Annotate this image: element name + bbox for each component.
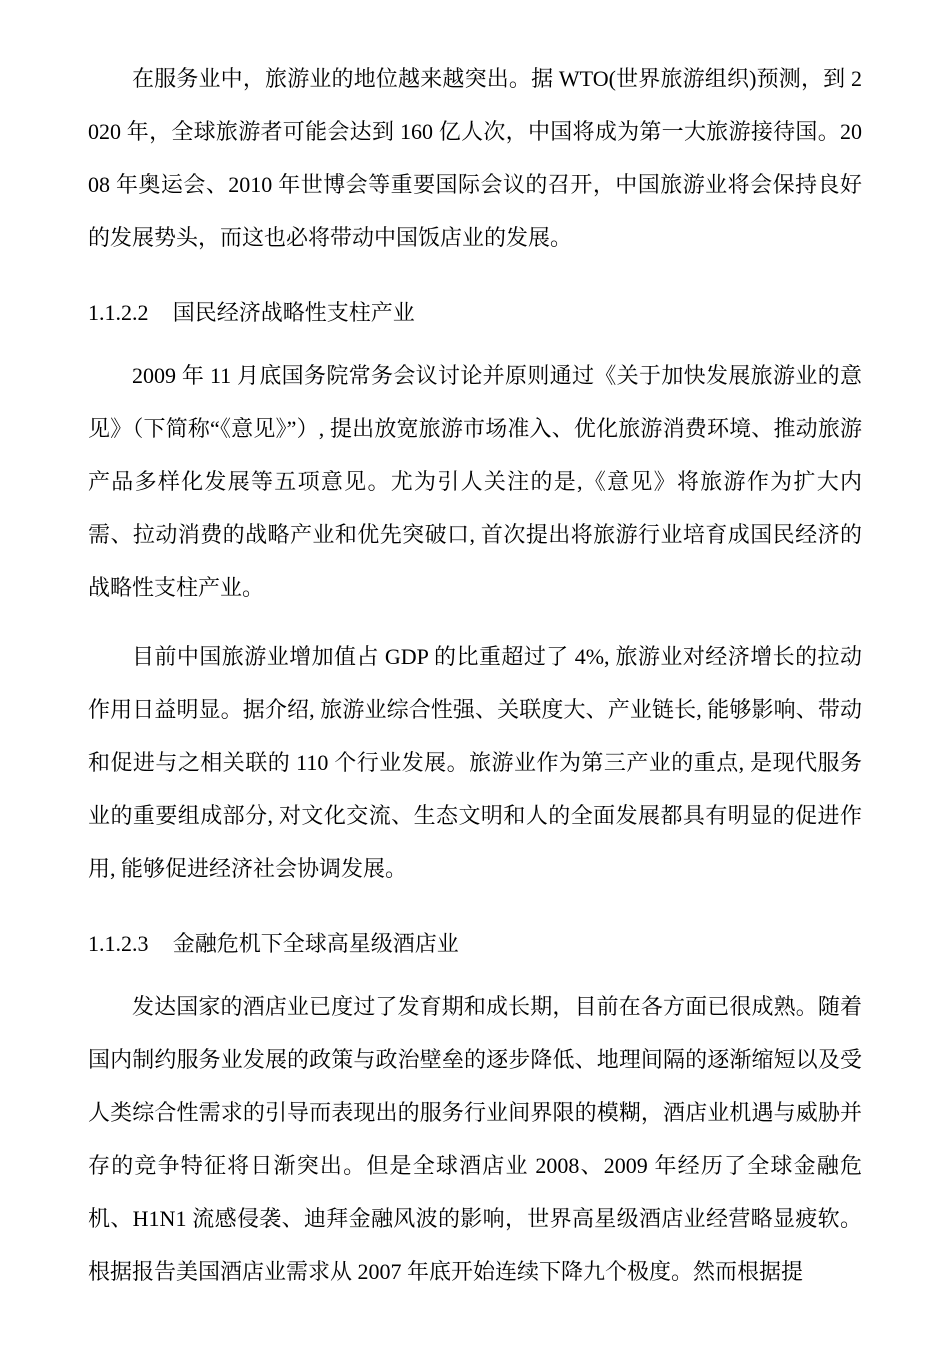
section-heading-1-1-2-2 — [88, 286, 862, 339]
paragraph-tourism-status: 在服务业中，旅游业的地位越来越突出。据 WTO(世界旅游组织)预测，到 2020 年，全球旅游者可能会达到 160 亿人次，中国将成为第一大旅游接待国。2008 年奥运会、2010 年世博会等重要国际会议的召开，中国旅游业将会保持良好的发展势头，而这也必将带动中国饭店业的发展。 — [88, 66, 862, 250]
section-heading-1-1-2-3 — [88, 917, 862, 970]
paragraph-state-council-opinion: 2009 年 11 月底国务院常务会议讨论并原则通过《关于加快发展旅游业的意见》（下简称“《意见》”）, 提出放宽旅游市场准入、优化旅游消费环境、推动旅游产品多样化发展等五项意见。尤为引人关注的是,《意见》将旅游作为扩大内需、拉动消费的战略产业和优先突破口, 首次提出将旅游行业培育成国民经济的战略性支柱产业。 — [88, 363, 862, 600]
section-title: 金融危机下全球高星级酒店业 — [172, 931, 459, 956]
paragraph-gdp-contribution: 目前中国旅游业增加值占 GDP 的比重超过了 4%, 旅游业对经济增长的拉动作用日益明显。据介绍, 旅游业综合性强、关联度大、产业链长, 能够影响、带动和促进与之相关联的 110 个行业发展。旅游业作为第三产业的重点, 是现代服务业的重要组成部分, 对文化交流、生态文明和人的全面发展都具有明显的促进作用, 能够促进经济社会协调发展。 — [88, 644, 862, 881]
section-title: 国民经济战略性支柱产业 — [172, 300, 415, 325]
paragraph-global-hotel-industry: 发达国家的酒店业已度过了发育期和成长期，目前在各方面已很成熟。随着国内制约服务业发展的政策与政治壁垒的逐步降低、地理间隔的逐渐缩短以及受人类综合性需求的引导而表现出的服务行业间界限的模糊，酒店业机遇与威胁并存的竞争特征将日渐突出。但是全球酒店业 2008、2009 年经历了全球金融危机、H1N1 流感侵袭、迪拜金融风波的影响，世界高星级酒店业经营略显疲软。根据报告美国酒店业需求从 2007 年底开始连续下降九个极度。然而根据提 — [88, 994, 862, 1284]
section-number: 1.1.2.2 — [88, 300, 149, 325]
section-number: 1.1.2.3 — [88, 931, 149, 956]
